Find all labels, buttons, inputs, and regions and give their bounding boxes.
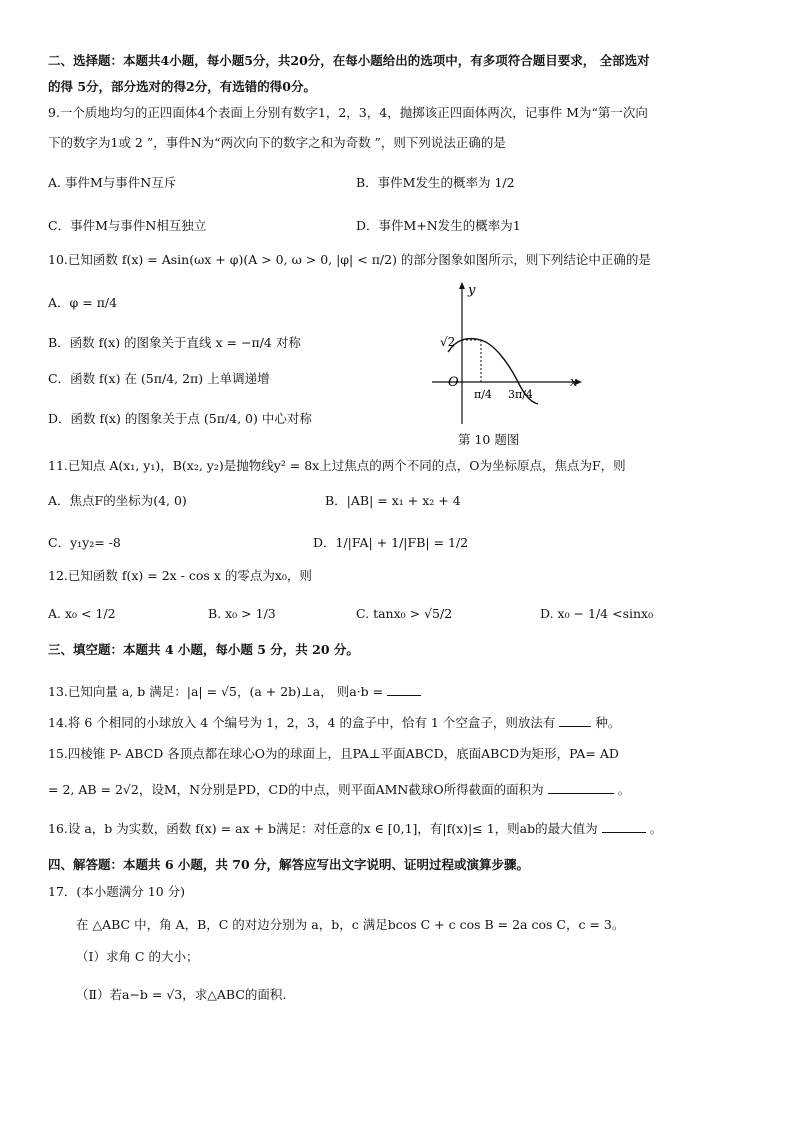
graph-label-y: y	[468, 283, 476, 298]
question-15-tail: 。	[617, 782, 631, 797]
question-16-tail: 。	[649, 821, 663, 836]
question-17-stem: 在 △ABC 中，角 A，B，C 的对边分别为 a，b，c 满足bcos C + c cos B = 2a cos C，c = 3。	[76, 917, 625, 932]
question-15-text: = 2, AB = 2√2，设M，N分别是PD，CD的中点，则平面AMN截球O所得截面的面积为	[48, 782, 544, 797]
question-11-option-b: B．|AB| = x₁ + x₂ + 4	[325, 493, 461, 508]
section-heading-choice: 二、选择题：本题共4小题，每小题5分，共20分，在每小题给出的选项中，有多项符合题目要求， 全部选对	[48, 53, 650, 68]
section-heading-fill: 三、填空题：本题共 4 小题，每小题 5 分，共 20 分。	[48, 642, 359, 657]
question-12-stem: 12.已知函数 f(x) = 2x - cos x 的零点为x₀，则	[48, 568, 312, 583]
question-15-stem: 15.四棱锥 P- ABCD 各顶点都在球心O为的球面上，且PA⊥平面ABCD，底面ABCD为矩形，PA= AD	[48, 746, 619, 761]
question-9-stem: 9.一个质地均匀的正四面体4个表面上分别有数字1，2，3，4，抛掷该正四面体两次，记事件 M为“第一次向	[48, 105, 648, 120]
question-11-option-c: C．y₁y₂= -8	[48, 535, 121, 550]
question-17-header: 17．(本小题满分 10 分)	[48, 884, 186, 899]
question-12-option-d: D. x₀ − 1/4 <sinx₀	[540, 606, 654, 621]
graph-label-origin: O	[448, 375, 459, 390]
question-12-option-c: C. tanx₀ > √5/2	[356, 606, 453, 621]
graph-tick-pi-4: π/4	[474, 388, 492, 401]
question-10-option-d: D．函数 f(x) 的图象关于点 (5π/4, 0) 中心对称	[48, 411, 312, 426]
question-14-text: 14.将 6 个相同的小球放入 4 个编号为 1，2，3，4 的盒子中，恰有 1 个空盒子，则放法有	[48, 715, 556, 730]
question-9-stem-cont: 下的数字为1或 2 ”，事件N为“两次向下的数字之和为奇数 ”，则下列说法正确的是	[48, 135, 506, 150]
question-10-figure-caption: 第 10 题图	[458, 432, 520, 447]
question-9-option-b: B．事件M发生的概率为 1/2	[356, 175, 515, 190]
question-11-option-d: D．1/|FA| + 1/|FB| = 1/2	[313, 535, 469, 550]
graph-tick-3pi-4: 3π/4	[508, 388, 533, 401]
section-heading-choice-cont: 的得 5分，部分选对的得2分，有选错的得0分。	[48, 79, 316, 94]
question-11-option-a: A．焦点F的坐标为(4, 0)	[48, 493, 187, 508]
question-10-stem: 10.已知函数 f(x) = Asin(ωx + φ)(A > 0, ω > 0, |φ| < π/2) 的部分图象如图所示，则下列结论中正确的是	[48, 252, 651, 267]
answer-blank-15[interactable]	[548, 781, 614, 794]
answer-blank-13[interactable]	[387, 683, 421, 696]
answer-blank-16[interactable]	[602, 820, 646, 833]
answer-blank-14[interactable]	[559, 714, 591, 727]
question-12-option-a: A. x₀ < 1/2	[48, 606, 116, 621]
question-16	[48, 820, 662, 838]
question-15	[48, 781, 630, 799]
question-9-option-a: A. 事件M与事件N互斥	[48, 175, 177, 190]
question-13-text: 13.已知向量 a, b 满足：|a| = √5，(a + 2b)⊥a， 则a·b =	[48, 684, 384, 699]
graph-label-ymax: √2	[440, 335, 456, 349]
section-heading-solve: 四、解答题：本题共 6 小题，共 70 分，解答应写出文字说明、证明过程或演算步骤。	[48, 857, 530, 872]
question-9-option-c: C．事件M与事件N相互独立	[48, 218, 207, 233]
question-10-graph	[428, 282, 588, 447]
question-14	[48, 714, 620, 732]
question-14-tail: 种。	[595, 715, 621, 730]
question-17-part-2: （Ⅱ）若a−b = √3，求△ABC的面积.	[76, 987, 287, 1002]
question-16-text: 16.设 a，b 为实数，函数 f(x) = ax + b满足：对任意的x ∈ [0,1]，有|f(x)|≤ 1，则ab的最大值为	[48, 821, 598, 836]
question-10-option-c: C．函数 f(x) 在 (5π/4, 2π) 上单调递增	[48, 371, 270, 386]
question-12-option-b: B. x₀ > 1/3	[208, 606, 276, 621]
question-13	[48, 683, 421, 701]
question-10-option-a: A．φ = π/4	[48, 295, 118, 310]
question-11-stem: 11.已知点 A(x₁, y₁)，B(x₂, y₂)是抛物线y² = 8x上过焦点的两个不同的点，O为坐标原点，焦点为F，则	[48, 458, 626, 473]
question-10-option-b: B．函数 f(x) 的图象关于直线 x = −π/4 对称	[48, 335, 301, 350]
graph-label-x: x	[570, 375, 578, 390]
question-17-part-1: （Ⅰ）求角 C 的大小；	[76, 949, 199, 964]
question-9-option-d: D．事件M+N发生的概率为1	[356, 218, 521, 233]
